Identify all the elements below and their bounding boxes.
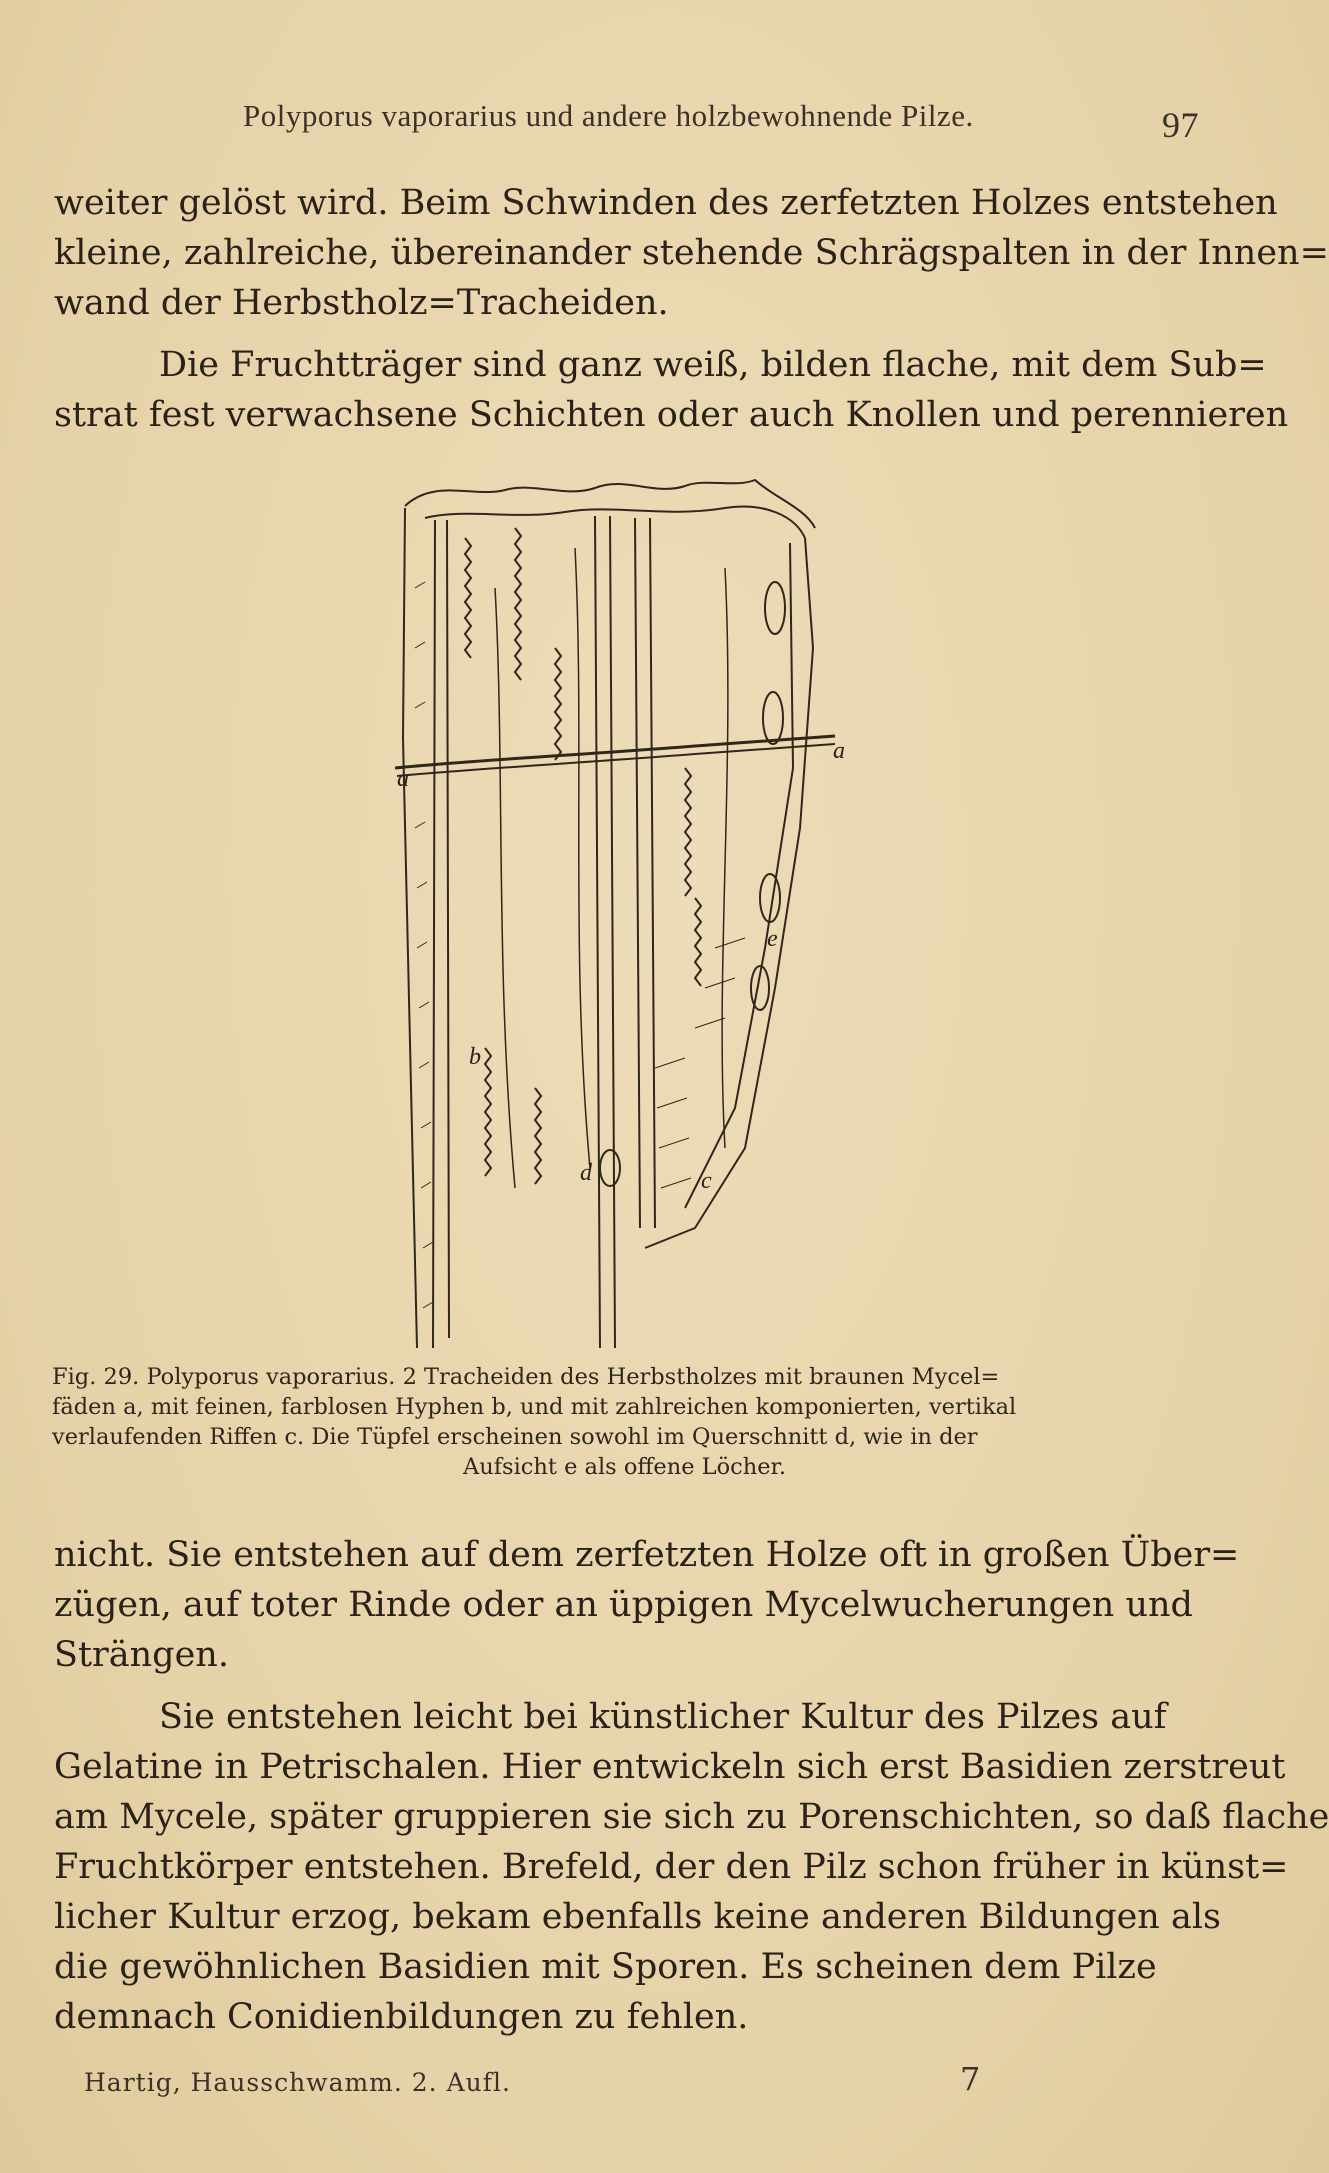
footer-book-reference: Hartig, Hausschwamm. 2. Aufl.	[84, 2068, 511, 2097]
text-line: demnach Conidienbildungen zu fehlen.	[54, 1997, 749, 2037]
figure-label-a-right: a	[833, 738, 845, 764]
ridge-c	[695, 898, 701, 986]
text-line: Gelatine in Petrischalen. Hier entwickeln sich erst Basidien zerstreut	[54, 1747, 1286, 1787]
paragraph-4	[54, 1692, 1329, 2042]
hatching	[415, 582, 433, 1308]
text-line: Strängen.	[54, 1635, 229, 1675]
hatching	[655, 938, 745, 1188]
tracheid-illustration	[395, 468, 870, 1353]
signature-mark: 7	[960, 2060, 981, 2098]
paragraph-2	[54, 340, 1289, 440]
text-line: Die Fruchtträger sind ganz weiß, bilden flache, mit dem Sub=	[159, 345, 1267, 385]
right-tracheid-outline	[645, 538, 813, 1248]
figure-label-a-left: a	[397, 766, 409, 792]
caption-line: Aufsicht e als offene Löcher.	[462, 1454, 786, 1480]
text-line: weiter gelöst wird. Beim Schwinden des zerfetzten Holzes entstehen	[54, 183, 1278, 223]
pit-d	[600, 1150, 620, 1186]
page-number: 97	[1162, 105, 1199, 145]
right-tracheid-inner	[685, 543, 793, 1208]
tracheid-drawing	[395, 468, 870, 1353]
figure-label-c: c	[701, 1168, 712, 1194]
caption-line: Fig. 29. Polyporus vaporarius. 2 Tracheiden des Herbstholzes mit braunen Mycel=	[52, 1364, 1000, 1390]
caption-line: fäden a, mit feinen, farblosen Hyphen b, und mit zahlreichen komponierten, vertikal	[52, 1394, 1017, 1420]
text-line: am Mycele, später gruppieren sie sich zu Porenschichten, so daß flache	[54, 1797, 1329, 1837]
figure-label-e: e	[767, 926, 778, 952]
top-edge-inner	[425, 507, 805, 538]
ridge-c	[465, 538, 471, 658]
text-line: licher Kultur erzog, bekam ebenfalls keine anderen Bildungen als	[54, 1897, 1221, 1937]
paragraph-3	[54, 1530, 1240, 1680]
text-line: die gewöhnlichen Basidien mit Sporen. Es scheinen dem Pilze	[54, 1947, 1157, 1987]
text-line: Fruchtkörper entstehen. Brefeld, der den Pilz schon früher in künst=	[54, 1847, 1289, 1887]
ridge-c	[485, 1048, 491, 1176]
text-line: zügen, auf toter Rinde oder an üppigen Mycelwucherungen und	[54, 1585, 1193, 1625]
text-line: strat fest verwachsene Schichten oder auch Knollen und perennieren	[54, 395, 1289, 435]
paragraph-1	[54, 178, 1329, 328]
pit-e	[763, 692, 783, 744]
ridge-c	[555, 648, 561, 760]
ridge-c	[535, 1088, 541, 1184]
left-tracheid-outline	[403, 508, 449, 1348]
ridge-c	[685, 768, 691, 896]
figure-label-b: b	[469, 1044, 481, 1070]
hypha-a-2	[397, 744, 835, 776]
middle-wall	[595, 516, 655, 1348]
text-line: Sie entstehen leicht bei künstlicher Kultur des Pilzes auf	[159, 1697, 1167, 1737]
text-line: kleine, zahlreiche, übereinander stehende Schrägspalten in der Innen=	[54, 233, 1329, 273]
caption-line: verlaufenden Riffen c. Die Tüpfel erscheinen sowohl im Querschnitt d, wie in der	[52, 1424, 978, 1450]
text-line: wand der Herbstholz=Tracheiden.	[54, 283, 669, 323]
text-line: nicht. Sie entstehen auf dem zerfetzten Holze oft in großen Über=	[54, 1535, 1240, 1575]
figure-label-d: d	[580, 1160, 592, 1186]
ridge-c	[515, 528, 521, 680]
figure-caption	[52, 1362, 1197, 1482]
running-title: Polyporus vaporarius und andere holzbewohnende Pilze.	[243, 98, 974, 133]
pit-e	[765, 582, 785, 634]
